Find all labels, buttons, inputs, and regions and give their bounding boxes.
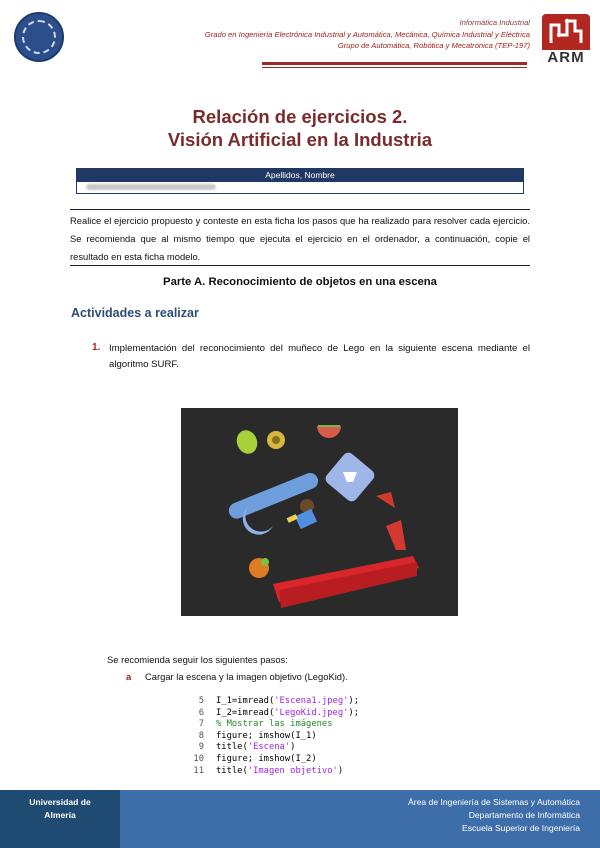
course-name: Informática Industrial	[459, 18, 530, 27]
code-text: % Mostrar las imágenes	[216, 719, 333, 730]
line-number: 8	[198, 730, 204, 741]
footer-department: Departamento de Informática	[468, 810, 580, 820]
footer-school: Escuela Superior de Ingeniería	[461, 823, 580, 833]
code-text: figure; imshow(I_1)	[216, 730, 317, 741]
footer-university	[0, 796, 120, 821]
exercise-number: 1.	[92, 342, 101, 353]
step-letter: a	[126, 671, 132, 682]
code-text: I_2=imread('LegoKid.jpeg');	[216, 707, 360, 718]
intro-bottom-rule	[70, 265, 530, 266]
code-text: title('Escena')	[216, 742, 296, 753]
line-number: 5	[198, 696, 204, 706]
code-text: I_1=imread('Escena1.jpeg');	[216, 696, 360, 706]
step-text: Cargar la escena y la imagen objetivo (LegoKid).	[145, 671, 348, 682]
title-line-1: Relación de ejercicios 2.	[192, 106, 408, 127]
activities-heading: Actividades a realizar	[71, 306, 199, 320]
research-group: Grupo de Automática, Robótica y Mecatrónica (TEP-197)	[337, 41, 530, 50]
name-field-label: Apellidos, Nombre	[76, 168, 524, 182]
line-number: 10	[193, 753, 204, 764]
scene-photo	[181, 408, 458, 616]
code-text: figure; imshow(I_2)	[216, 753, 317, 764]
instructions-paragraph: Realice el ejercicio propuesto y conteste en esta ficha los pasos que ha realizado para resolver cada ejercicio. Se recomienda que al mismo tiempo que ejecuta el ejercicio en el ordenador, a continuación, copie el resultado en esta ficha modelo.	[70, 215, 530, 263]
part-a-heading: Parte A. Reconocimiento de objetos en una escena	[163, 276, 437, 288]
document-header	[205, 17, 530, 52]
arm-group-logo	[542, 14, 590, 64]
footer-affiliation	[408, 796, 580, 835]
code-line	[186, 766, 359, 778]
university-line-2: Almería	[44, 809, 76, 820]
intro-top-rule	[70, 209, 530, 210]
line-number: 11	[193, 765, 204, 776]
code-line	[186, 742, 359, 754]
exercise-text: Implementación del reconocimiento del muñeco de Lego en la siguiente escena mediante el algoritmo SURF.	[109, 343, 530, 370]
university-line-1: Universidad de	[29, 797, 91, 807]
matlab-code-block	[186, 696, 359, 777]
header-divider-thin	[262, 67, 527, 68]
redacted-name	[86, 184, 216, 190]
line-number: 7	[198, 719, 204, 730]
header-divider	[262, 62, 527, 65]
steps-intro: Se recomienda seguir los siguientes pasos:	[107, 654, 288, 665]
degree-name: Grado en Ingeniería Electrónica Industrial y Automática, Mecánica, Química Industrial y Eléctrica	[204, 29, 530, 39]
line-number: 9	[198, 742, 204, 753]
robot-arm-icon	[547, 17, 585, 47]
code-line	[186, 731, 359, 743]
code-line	[186, 696, 359, 708]
footer-area: Área de Ingeniería de Sistemas y Automática	[408, 797, 580, 807]
code-line	[186, 719, 359, 731]
code-text: title('Imagen objetivo')	[216, 765, 344, 776]
title-line-2: Visión Artificial en la Industria	[167, 129, 433, 150]
line-number: 6	[198, 707, 204, 718]
page-title	[0, 105, 600, 151]
arm-logo-text: ARM	[547, 49, 585, 66]
code-line	[186, 708, 359, 720]
university-seal-logo	[14, 12, 64, 62]
code-line	[186, 754, 359, 766]
